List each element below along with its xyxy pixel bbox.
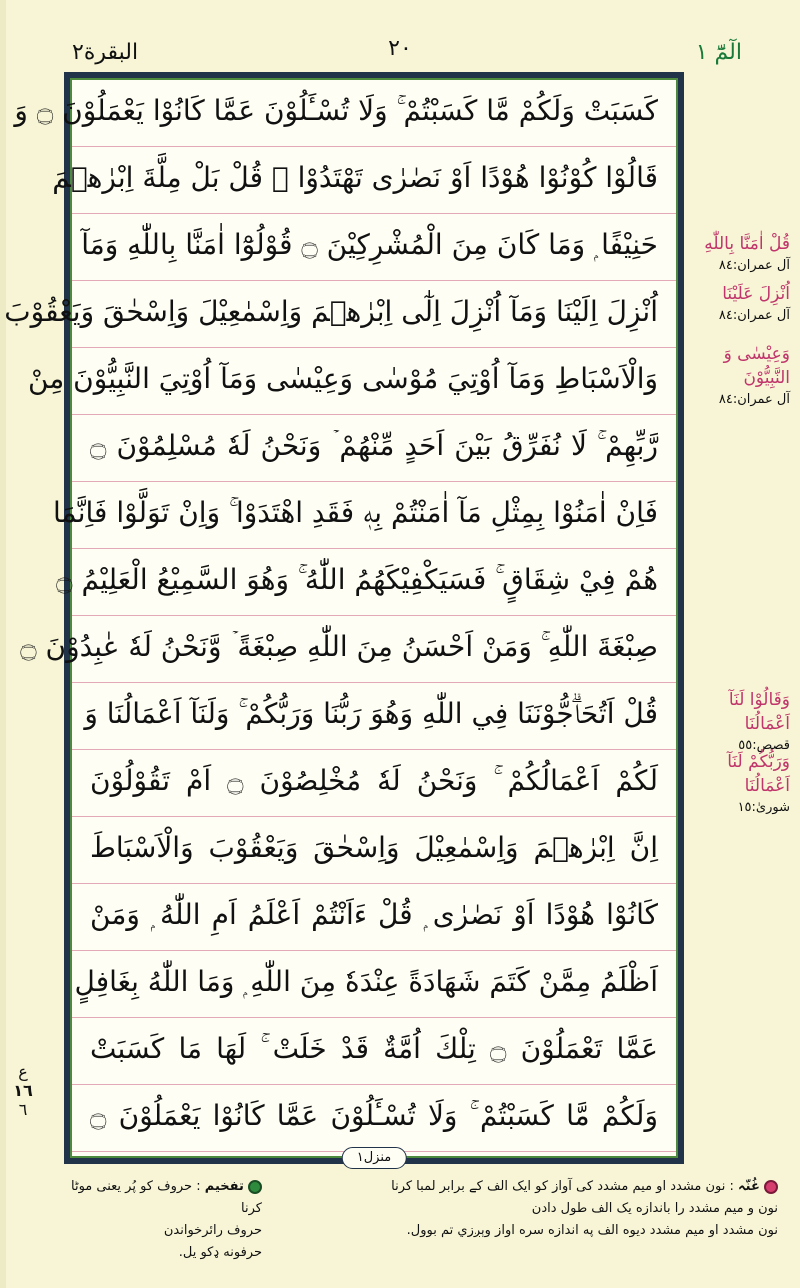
tafkheem-line: حروف رائرخواندن bbox=[163, 1223, 262, 1238]
verse-line: كَسَبَتْ وَلَكُمْ مَّا كَسَبْتُمْ ۚ وَلَا تُسْـَٔلُوْنَ عَمَّا كَانُوْا يَعْمَلُوْنَ ۝ وَ bbox=[72, 80, 676, 147]
verse-line: وَلَكُمْ مَّا كَسَبْتُمْ ۚ وَلَا تُسْـَٔلُوْنَ عَمَّا كَانُوْا يَعْمَلُوْنَ ۝ bbox=[72, 1085, 676, 1152]
ruku-number: ١٦ bbox=[13, 1081, 33, 1100]
verse-line: قَالُوْا كُوْنُوْا هُوْدًا اَوْ نَصٰرٰى تَهْتَدُوْا ۭ قُلْ بَلْ مِلَّةَ اِبْرٰهٖمَ bbox=[72, 147, 676, 214]
margin-ref-citation: آل عمران:٨٤ bbox=[718, 392, 790, 407]
verse-line: حَنِيْفًا ۭ وَمَا كَانَ مِنَ الْمُشْرِكِيْنَ ۝ قُوْلُوْٓا اٰمَنَّا بِاللّٰهِ وَمَآ bbox=[72, 214, 676, 281]
verse-line: رَّبِّهِمْ ۚ لَا نُفَرِّقُ بَيْنَ اَحَدٍ مِّنْهُمْ ۡ وَنَحْنُ لَهٗ مُسْلِمُوْنَ ۝ bbox=[72, 415, 676, 482]
margin-ref bbox=[690, 282, 790, 326]
margin-ref-citation: قصص:٥٥ bbox=[738, 738, 790, 753]
verse-line: صِبْغَةَ اللّٰهِ ۚ وَمَنْ اَحْسَنُ مِنَ اللّٰهِ صِبْغَةً ۡ وَّنَحْنُ لَهٗ عٰبِدُوْنَ ۝ bbox=[72, 616, 676, 683]
ghunna-line: نون مشدد او میم مشدد کی آواز کو ایک الف کے برابر لمبا کرنا bbox=[391, 1179, 726, 1194]
margin-ref-word: وَعِيْسٰى وَ النَّبِيُّوْنَ bbox=[723, 344, 790, 388]
verse-line: هُمْ فِيْ شِقَاقٍ ۚ فَسَيَكْفِيْكَهُمُ اللّٰهُ ۚ وَهُوَ السَّمِيْعُ الْعَلِيْمُ ۝ bbox=[72, 549, 676, 616]
margin-ref bbox=[690, 342, 790, 410]
margin-ref-word: وَقَالُوْا لَنَآ اَعْمَالُنَا bbox=[728, 690, 790, 734]
verse-line: كَانُوْا هُوْدًا اَوْ نَصٰرٰى ۭ قُلْ ءَاَنْتُمْ اَعْلَمُ اَمِ اللّٰهُ ۭ وَمَنْ bbox=[72, 884, 676, 951]
page-edge bbox=[0, 0, 6, 1288]
margin-ref-citation: آل عمران:٨٤ bbox=[718, 258, 790, 273]
verse-line: اِنَّ اِبْرٰهٖمَ وَاِسْمٰعِيْلَ وَاِسْحٰقَ وَيَعْقُوْبَ وَالْاَسْبَاطَ bbox=[72, 817, 676, 884]
tafkheem-note: تفخیم : حروف کو پُر یعنی موٹا کرنا حروف رائرخواندن حرفونه ډکو یل. bbox=[62, 1176, 262, 1264]
verse-line: اَظْلَمُ مِمَّنْ كَتَمَ شَهَادَةً عِنْدَهٗ مِنَ اللّٰهِ ۭ وَمَا اللّٰهُ بِغَافِلٍ bbox=[72, 951, 676, 1018]
verse-line: اُنْزِلَ اِلَيْنَا وَمَآ اُنْزِلَ اِلٰٓى اِبْرٰهٖمَ وَاِسْمٰعِيْلَ وَاِسْحٰقَ وَيَعْقُوْبَ bbox=[72, 281, 676, 348]
ghunna-line: نون مشدد او میم مشدد دیوه الف په اندازه سره اواز وېږزي تم بوول. bbox=[406, 1223, 778, 1238]
tafkheem-line: حروف کو پُر یعنی موٹا کرنا bbox=[70, 1179, 262, 1216]
tafkheem-line: حرفونه ډکو یل. bbox=[178, 1245, 262, 1260]
verse-line: عَمَّا تَعْمَلُوْنَ ۝ تِلْكَ اُمَّةٌ قَدْ خَلَتْ ۚ لَهَا مَا كَسَبَتْ bbox=[72, 1018, 676, 1085]
margin-ref bbox=[690, 232, 790, 276]
verse-line: لَكُمْ اَعْمَالُكُمْ ۚ وَنَحْنُ لَهٗ مُخْلِصُوْنَ ۝ اَمْ تَقُوْلُوْنَ bbox=[72, 750, 676, 817]
margin-ref-word: وَرَبُّكُمْ لَنَآ اَعْمَالُنَا bbox=[727, 752, 790, 796]
tafkheem-color-icon bbox=[248, 1180, 262, 1194]
margin-ref-word: قُلْ اٰمَنَّا بِاللّٰهِ bbox=[704, 234, 790, 254]
margin-ref-word: اُنْزِلَ عَلَيْنَا bbox=[722, 284, 790, 304]
verse-line: وَالْاَسْبَاطِ وَمَآ اُوْتِيَ مُوْسٰى وَعِيْسٰى وَمَآ اُوْتِيَ النَّبِيُّوْنَ مِنْ bbox=[72, 348, 676, 415]
juz-title: الٓمّٓ ١ bbox=[695, 40, 742, 65]
page-number: ٢٠ bbox=[388, 36, 412, 61]
margin-ref-citation: شوریٰ:١٥ bbox=[737, 800, 790, 815]
tafkheem-title: تفخیم bbox=[204, 1179, 244, 1194]
ruku-bottom: ٦ bbox=[18, 1100, 28, 1119]
ghunna-color-icon bbox=[764, 1180, 778, 1194]
verse-line: فَاِنْ اٰمَنُوْا بِمِثْلِ مَآ اٰمَنْتُمْ بِهٖ فَقَدِ اهْتَدَوْا ۚ وَاِنْ تَوَلَّوْا فَاِنَّمَا bbox=[72, 482, 676, 549]
ghunna-title: غُنّہ bbox=[738, 1179, 760, 1194]
margin-ref bbox=[690, 688, 790, 756]
surah-title: البقرة٢ bbox=[72, 40, 139, 65]
ruku-marker bbox=[8, 1062, 38, 1119]
margin-ref-citation: آل عمران:٨٤ bbox=[718, 308, 790, 323]
manzil-label: منزل١ bbox=[342, 1147, 407, 1169]
ghunna-note: غُنّہ : نون مشدد او میم مشدد کی آواز کو ایک الف کے برابر لمبا کرنا نون و میم مشدد را باندازه یک الف طول دادن نون مشدد او میم مشدد دیوه الف په اندازه سره اواز وېږزي تم بوول. bbox=[278, 1176, 778, 1242]
verse-line: قُلْ اَتُحَاۗجُّوْنَنَا فِي اللّٰهِ وَهُوَ رَبُّنَا وَرَبُّكُمْ ۚ وَلَنَآ اَعْمَالُنَا وَ bbox=[72, 683, 676, 750]
margin-ref bbox=[690, 750, 790, 818]
ruku-top: ع bbox=[18, 1062, 28, 1081]
ghunna-line: نون و میم مشدد را باندازه یک الف طول دادن bbox=[531, 1201, 778, 1216]
